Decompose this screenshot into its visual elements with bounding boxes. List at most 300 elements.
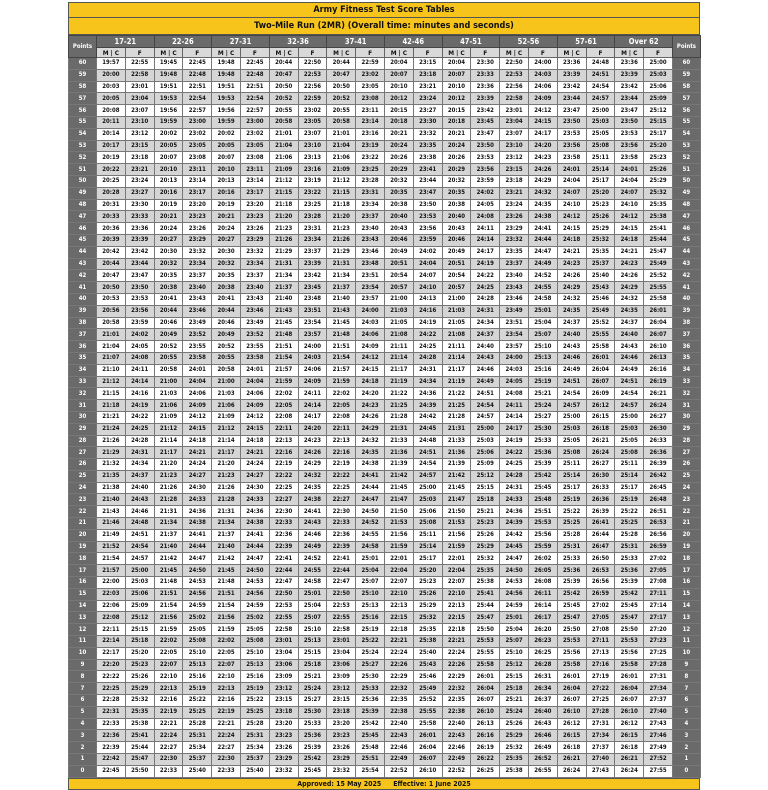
time-cell: 24:21 — [240, 447, 269, 459]
points-cell: 47 — [672, 211, 700, 223]
time-cell: 24:37 — [615, 317, 644, 329]
time-cell: 24:17 — [471, 246, 500, 258]
time-cell: 25:19 — [528, 376, 557, 388]
time-cell: 25:12 — [500, 659, 529, 671]
time-cell: 24:17 — [298, 411, 327, 423]
time-cell: 25:20 — [125, 647, 154, 659]
time-cell: 25:19 — [615, 494, 644, 506]
time-cell: 25:02 — [183, 612, 212, 624]
time-cell: 25:08 — [183, 636, 212, 648]
time-cell: 21:28 — [212, 494, 241, 506]
time-cell: 23:07 — [500, 128, 529, 140]
time-cell: 25:50 — [471, 624, 500, 636]
time-cell: 25:15 — [644, 116, 673, 128]
time-cell: 24:20 — [356, 388, 385, 400]
time-cell: 22:38 — [384, 706, 413, 718]
time-cell: 23:36 — [615, 58, 644, 70]
time-cell: 20:52 — [212, 341, 241, 353]
points-cell: 50 — [672, 175, 700, 187]
time-cell: 21:51 — [269, 341, 298, 353]
table-row — [69, 742, 701, 754]
time-cell: 21:50 — [384, 506, 413, 518]
time-cell: 23:29 — [269, 754, 298, 766]
time-cell: 24:13 — [413, 293, 442, 305]
time-cell: 20:07 — [154, 152, 183, 164]
time-cell: 25:18 — [298, 659, 327, 671]
time-cell: 23:40 — [183, 282, 212, 294]
time-cell: 23:43 — [500, 282, 529, 294]
time-cell: 21:17 — [212, 447, 241, 459]
time-cell: 26:34 — [528, 683, 557, 695]
time-cell: 25:01 — [298, 588, 327, 600]
time-cell: 25:35 — [644, 199, 673, 211]
time-cell: 20:32 — [154, 258, 183, 270]
time-cell: 24:56 — [500, 588, 529, 600]
time-cell: 21:37 — [154, 529, 183, 541]
time-cell: 22:07 — [154, 659, 183, 671]
time-cell: 25:53 — [471, 636, 500, 648]
time-cell: 27:11 — [586, 636, 615, 648]
male-label: M — [563, 48, 570, 57]
time-cell: 25:03 — [644, 69, 673, 81]
time-cell: 26:33 — [644, 435, 673, 447]
time-cell: 20:05 — [212, 140, 241, 152]
points-cell: 7 — [69, 683, 97, 695]
points-cell: 14 — [69, 600, 97, 612]
time-cell: 22:01 — [384, 553, 413, 565]
time-cell: 23:06 — [269, 659, 298, 671]
time-cell: 24:22 — [413, 329, 442, 341]
time-cell: 20:13 — [212, 175, 241, 187]
time-cell: 22:02 — [327, 388, 356, 400]
time-cell: 20:02 — [154, 128, 183, 140]
points-cell: 0 — [672, 765, 700, 777]
time-cell: 26:21 — [644, 388, 673, 400]
time-cell: 20:54 — [384, 270, 413, 282]
table-row — [69, 293, 701, 305]
time-cell: 20:52 — [269, 93, 298, 105]
time-cell: 24:47 — [500, 553, 529, 565]
time-cell: 26:55 — [528, 765, 557, 777]
time-cell: 20:44 — [97, 258, 126, 270]
time-cell: 26:47 — [586, 541, 615, 553]
time-cell: 25:40 — [240, 765, 269, 777]
time-cell: 24:05 — [125, 341, 154, 353]
time-cell: 20:46 — [384, 234, 413, 246]
time-cell: 22:27 — [154, 742, 183, 754]
time-cell: 20:10 — [384, 81, 413, 93]
time-cell: 25:39 — [615, 577, 644, 589]
points-cell: 55 — [672, 116, 700, 128]
time-cell: 23:07 — [125, 105, 154, 117]
time-cell: 22:22 — [97, 671, 126, 683]
time-cell: 26:01 — [586, 352, 615, 364]
sex-header-male-combat: M | C — [442, 48, 471, 58]
time-cell: 23:55 — [183, 341, 212, 353]
time-cell: 26:05 — [528, 565, 557, 577]
points-cell: 3 — [69, 730, 97, 742]
time-cell: 21:04 — [269, 140, 298, 152]
time-cell: 25:23 — [413, 577, 442, 589]
time-cell: 23:58 — [557, 152, 586, 164]
time-cell: 24:35 — [615, 305, 644, 317]
time-cell: 20:58 — [327, 116, 356, 128]
female-label: F — [356, 48, 385, 58]
time-cell: 23:29 — [183, 234, 212, 246]
time-cell: 24:40 — [615, 329, 644, 341]
time-cell: 25:14 — [586, 164, 615, 176]
table-row — [69, 364, 701, 376]
time-cell: 22:21 — [442, 636, 471, 648]
time-cell: 21:40 — [154, 541, 183, 553]
time-cell: 21:40 — [212, 541, 241, 553]
time-cell: 20:30 — [212, 246, 241, 258]
time-cell: 22:41 — [269, 553, 298, 565]
time-cell: 24:20 — [298, 423, 327, 435]
time-cell: 23:20 — [240, 199, 269, 211]
time-cell: 23:59 — [471, 175, 500, 187]
time-cell: 27:43 — [644, 718, 673, 730]
time-cell: 22:27 — [212, 742, 241, 754]
time-cell: 22:45 — [240, 58, 269, 70]
time-cell: 24:11 — [500, 400, 529, 412]
time-cell: 20:32 — [384, 175, 413, 187]
time-cell: 24:28 — [500, 470, 529, 482]
time-cell: 24:12 — [356, 352, 385, 364]
time-cell: 25:59 — [528, 541, 557, 553]
time-cell: 20:24 — [212, 223, 241, 235]
male-label: M — [621, 48, 627, 57]
points-cell: 3 — [672, 730, 700, 742]
time-cell: 23:01 — [327, 636, 356, 648]
time-cell: 23:47 — [125, 270, 154, 282]
time-cell: 20:35 — [154, 270, 183, 282]
time-cell: 22:53 — [327, 600, 356, 612]
time-cell: 25:15 — [471, 482, 500, 494]
time-cell: 21:06 — [154, 400, 183, 412]
time-cell: 25:28 — [557, 529, 586, 541]
time-cell: 22:10 — [442, 588, 471, 600]
time-cell: 26:07 — [644, 329, 673, 341]
points-cell: 56 — [69, 105, 97, 117]
time-cell: 22:38 — [442, 706, 471, 718]
time-cell: 22:58 — [500, 93, 529, 105]
time-cell: 23:54 — [298, 317, 327, 329]
time-cell: 24:03 — [298, 352, 327, 364]
time-cell: 25:39 — [528, 459, 557, 471]
points-cell: 43 — [672, 258, 700, 270]
time-cell: 24:21 — [557, 246, 586, 258]
time-cell: 25:20 — [644, 140, 673, 152]
time-cell: 21:45 — [442, 482, 471, 494]
time-cell: 19:48 — [154, 69, 183, 81]
time-cell: 26:10 — [644, 341, 673, 353]
age-group-header: Over 62 — [615, 36, 673, 48]
time-cell: 24:11 — [125, 364, 154, 376]
age-group-header: 37-41 — [327, 36, 385, 48]
points-cell: 23 — [69, 494, 97, 506]
time-cell: 22:39 — [97, 742, 126, 754]
points-cell: 30 — [672, 411, 700, 423]
time-cell: 24:46 — [125, 506, 154, 518]
time-cell: 24:47 — [240, 553, 269, 565]
time-cell: 26:07 — [615, 695, 644, 707]
time-cell: 26:19 — [644, 376, 673, 388]
time-cell: 25:22 — [240, 695, 269, 707]
time-cell: 23:56 — [413, 223, 442, 235]
time-cell: 25:24 — [500, 706, 529, 718]
time-cell: 23:02 — [298, 105, 327, 117]
time-cell: 25:33 — [356, 683, 385, 695]
time-cell: 20:52 — [154, 341, 183, 353]
time-cell: 20:49 — [384, 246, 413, 258]
time-cell: 22:15 — [442, 612, 471, 624]
time-cell: 20:39 — [97, 234, 126, 246]
time-cell: 21:20 — [212, 459, 241, 471]
table-row — [69, 730, 701, 742]
time-cell: 21:45 — [384, 482, 413, 494]
time-cell: 25:15 — [125, 624, 154, 636]
time-cell: 24:04 — [413, 258, 442, 270]
time-cell: 25:32 — [586, 234, 615, 246]
time-cell: 25:36 — [528, 447, 557, 459]
time-cell: 21:01 — [269, 128, 298, 140]
time-cell: 20:02 — [212, 128, 241, 140]
time-cell: 25:50 — [125, 765, 154, 777]
time-cell: 25:04 — [500, 624, 529, 636]
points-cell: 7 — [672, 683, 700, 695]
time-cell: 22:11 — [327, 423, 356, 435]
time-cell: 23:42 — [298, 270, 327, 282]
time-cell: 24:15 — [615, 223, 644, 235]
time-cell: 25:38 — [125, 718, 154, 730]
time-cell: 24:10 — [557, 199, 586, 211]
time-cell: 22:33 — [212, 765, 241, 777]
time-cell: 23:09 — [269, 671, 298, 683]
time-cell: 27:05 — [586, 612, 615, 624]
time-cell: 21:12 — [97, 376, 126, 388]
points-cell: 39 — [672, 305, 700, 317]
time-cell: 23:09 — [327, 671, 356, 683]
time-cell: 19:51 — [212, 81, 241, 93]
time-cell: 22:16 — [212, 695, 241, 707]
time-cell: 22:47 — [327, 577, 356, 589]
time-cell: 22:16 — [269, 447, 298, 459]
time-cell: 23:42 — [471, 105, 500, 117]
time-cell: 25:23 — [471, 518, 500, 530]
time-cell: 21:48 — [327, 329, 356, 341]
time-cell: 27:37 — [586, 742, 615, 754]
time-cell: 20:36 — [97, 223, 126, 235]
time-cell: 25:10 — [356, 588, 385, 600]
time-cell: 26:48 — [644, 494, 673, 506]
time-cell: 25:04 — [298, 600, 327, 612]
time-cell: 25:39 — [356, 706, 385, 718]
points-cell: 21 — [672, 518, 700, 530]
time-cell: 21:50 — [442, 506, 471, 518]
points-cell: 2 — [672, 742, 700, 754]
time-cell: 25:05 — [557, 435, 586, 447]
points-cell: 57 — [69, 93, 97, 105]
time-cell: 21:43 — [269, 305, 298, 317]
time-cell: 25:01 — [356, 553, 385, 565]
time-cell: 24:29 — [557, 282, 586, 294]
time-cell: 22:21 — [212, 718, 241, 730]
table-row — [69, 636, 701, 648]
time-cell: 24:05 — [500, 376, 529, 388]
time-cell: 21:14 — [154, 435, 183, 447]
time-cell: 27:20 — [644, 624, 673, 636]
male-label: M — [275, 48, 282, 57]
time-cell: 25:58 — [413, 718, 442, 730]
time-cell: 24:57 — [586, 93, 615, 105]
time-cell: 23:37 — [298, 246, 327, 258]
time-cell: 22:55 — [269, 612, 298, 624]
time-cell: 19:48 — [212, 69, 241, 81]
time-cell: 24:02 — [125, 329, 154, 341]
time-cell: 24:55 — [298, 565, 327, 577]
time-cell: 25:06 — [644, 81, 673, 93]
time-cell: 25:11 — [586, 152, 615, 164]
time-cell: 20:08 — [97, 105, 126, 117]
time-cell: 23:12 — [327, 683, 356, 695]
time-cell: 25:12 — [471, 470, 500, 482]
points-cell: 19 — [672, 541, 700, 553]
points-cell: 29 — [672, 423, 700, 435]
time-cell: 24:59 — [240, 600, 269, 612]
points-cell: 39 — [69, 305, 97, 317]
time-cell: 25:40 — [586, 270, 615, 282]
time-cell: 25:41 — [644, 223, 673, 235]
time-cell: 25:38 — [471, 577, 500, 589]
time-cell: 24:43 — [615, 341, 644, 353]
time-cell: 24:46 — [615, 352, 644, 364]
time-cell: 25:37 — [183, 754, 212, 766]
time-cell: 20:38 — [212, 282, 241, 294]
table-row — [69, 600, 701, 612]
time-cell: 25:00 — [557, 411, 586, 423]
time-cell: 21:20 — [154, 459, 183, 471]
time-cell: 25:33 — [615, 553, 644, 565]
time-cell: 21:37 — [327, 282, 356, 294]
combat-label: C — [345, 48, 350, 57]
time-cell: 20:46 — [154, 317, 183, 329]
points-cell: 60 — [69, 58, 97, 70]
time-cell: 24:00 — [528, 58, 557, 70]
time-cell: 21:28 — [384, 411, 413, 423]
time-cell: 21:51 — [327, 341, 356, 353]
time-cell: 23:22 — [298, 187, 327, 199]
time-cell: 23:10 — [125, 116, 154, 128]
time-cell: 24:42 — [500, 529, 529, 541]
time-cell: 25:31 — [615, 541, 644, 553]
time-cell: 27:40 — [586, 754, 615, 766]
time-cell: 24:14 — [298, 400, 327, 412]
time-cell: 25:15 — [298, 647, 327, 659]
time-cell: 24:49 — [528, 258, 557, 270]
time-cell: 24:10 — [413, 282, 442, 294]
time-cell: 20:04 — [442, 58, 471, 70]
time-cell: 22:13 — [154, 683, 183, 695]
time-cell: 24:19 — [125, 400, 154, 412]
points-cell: 50 — [69, 175, 97, 187]
points-cell: 46 — [672, 223, 700, 235]
time-cell: 24:45 — [500, 541, 529, 553]
time-cell: 21:28 — [442, 411, 471, 423]
table-row — [69, 105, 701, 117]
time-cell: 22:25 — [269, 482, 298, 494]
points-cell: 20 — [69, 529, 97, 541]
table-row — [69, 246, 701, 258]
time-cell: 26:27 — [644, 411, 673, 423]
time-cell: 21:35 — [97, 470, 126, 482]
time-cell: 25:07 — [356, 577, 385, 589]
time-cell: 23:25 — [356, 164, 385, 176]
table-row — [69, 518, 701, 530]
time-cell: 24:24 — [240, 459, 269, 471]
time-cell: 21:22 — [442, 388, 471, 400]
time-cell: 22:48 — [240, 69, 269, 81]
points-cell: 48 — [69, 199, 97, 211]
time-cell: 21:14 — [442, 352, 471, 364]
time-cell: 22:53 — [269, 600, 298, 612]
time-cell: 25:46 — [586, 293, 615, 305]
time-cell: 25:54 — [356, 765, 385, 777]
time-cell: 25:03 — [413, 494, 442, 506]
time-cell: 21:09 — [154, 411, 183, 423]
table-row — [69, 494, 701, 506]
points-cell: 28 — [672, 435, 700, 447]
time-cell: 21:40 — [269, 293, 298, 305]
points-cell: 40 — [69, 293, 97, 305]
time-cell: 26:01 — [644, 305, 673, 317]
points-cell: 48 — [672, 199, 700, 211]
time-cell: 24:54 — [615, 388, 644, 400]
time-cell: 25:18 — [125, 636, 154, 648]
time-cell: 24:09 — [298, 376, 327, 388]
points-cell: 25 — [672, 470, 700, 482]
time-cell: 23:15 — [327, 695, 356, 707]
time-cell: 25:51 — [356, 754, 385, 766]
time-cell: 24:01 — [183, 364, 212, 376]
time-cell: 21:03 — [384, 305, 413, 317]
time-cell: 24:45 — [413, 423, 442, 435]
time-cell: 24:11 — [471, 223, 500, 235]
time-cell: 25:49 — [413, 683, 442, 695]
time-cell: 20:21 — [384, 128, 413, 140]
time-cell: 20:44 — [212, 305, 241, 317]
table-row — [69, 93, 701, 105]
time-cell: 21:00 — [384, 293, 413, 305]
time-cell: 25:53 — [528, 518, 557, 530]
time-cell: 23:12 — [269, 683, 298, 695]
time-cell: 26:01 — [471, 671, 500, 683]
time-cell: 23:05 — [356, 81, 385, 93]
time-cell: 26:41 — [586, 518, 615, 530]
time-cell: 21:42 — [154, 553, 183, 565]
time-cell: 21:59 — [212, 624, 241, 636]
time-cell: 24:03 — [356, 317, 385, 329]
time-cell: 21:15 — [327, 187, 356, 199]
approved-date: Approved: 15 May 2025 — [297, 779, 382, 788]
time-cell: 24:38 — [356, 459, 385, 471]
time-cell: 21:05 — [384, 317, 413, 329]
time-cell: 26:01 — [615, 671, 644, 683]
time-cell: 20:52 — [327, 93, 356, 105]
time-cell: 22:43 — [442, 730, 471, 742]
time-cell: 26:13 — [471, 718, 500, 730]
time-cell: 25:16 — [183, 671, 212, 683]
